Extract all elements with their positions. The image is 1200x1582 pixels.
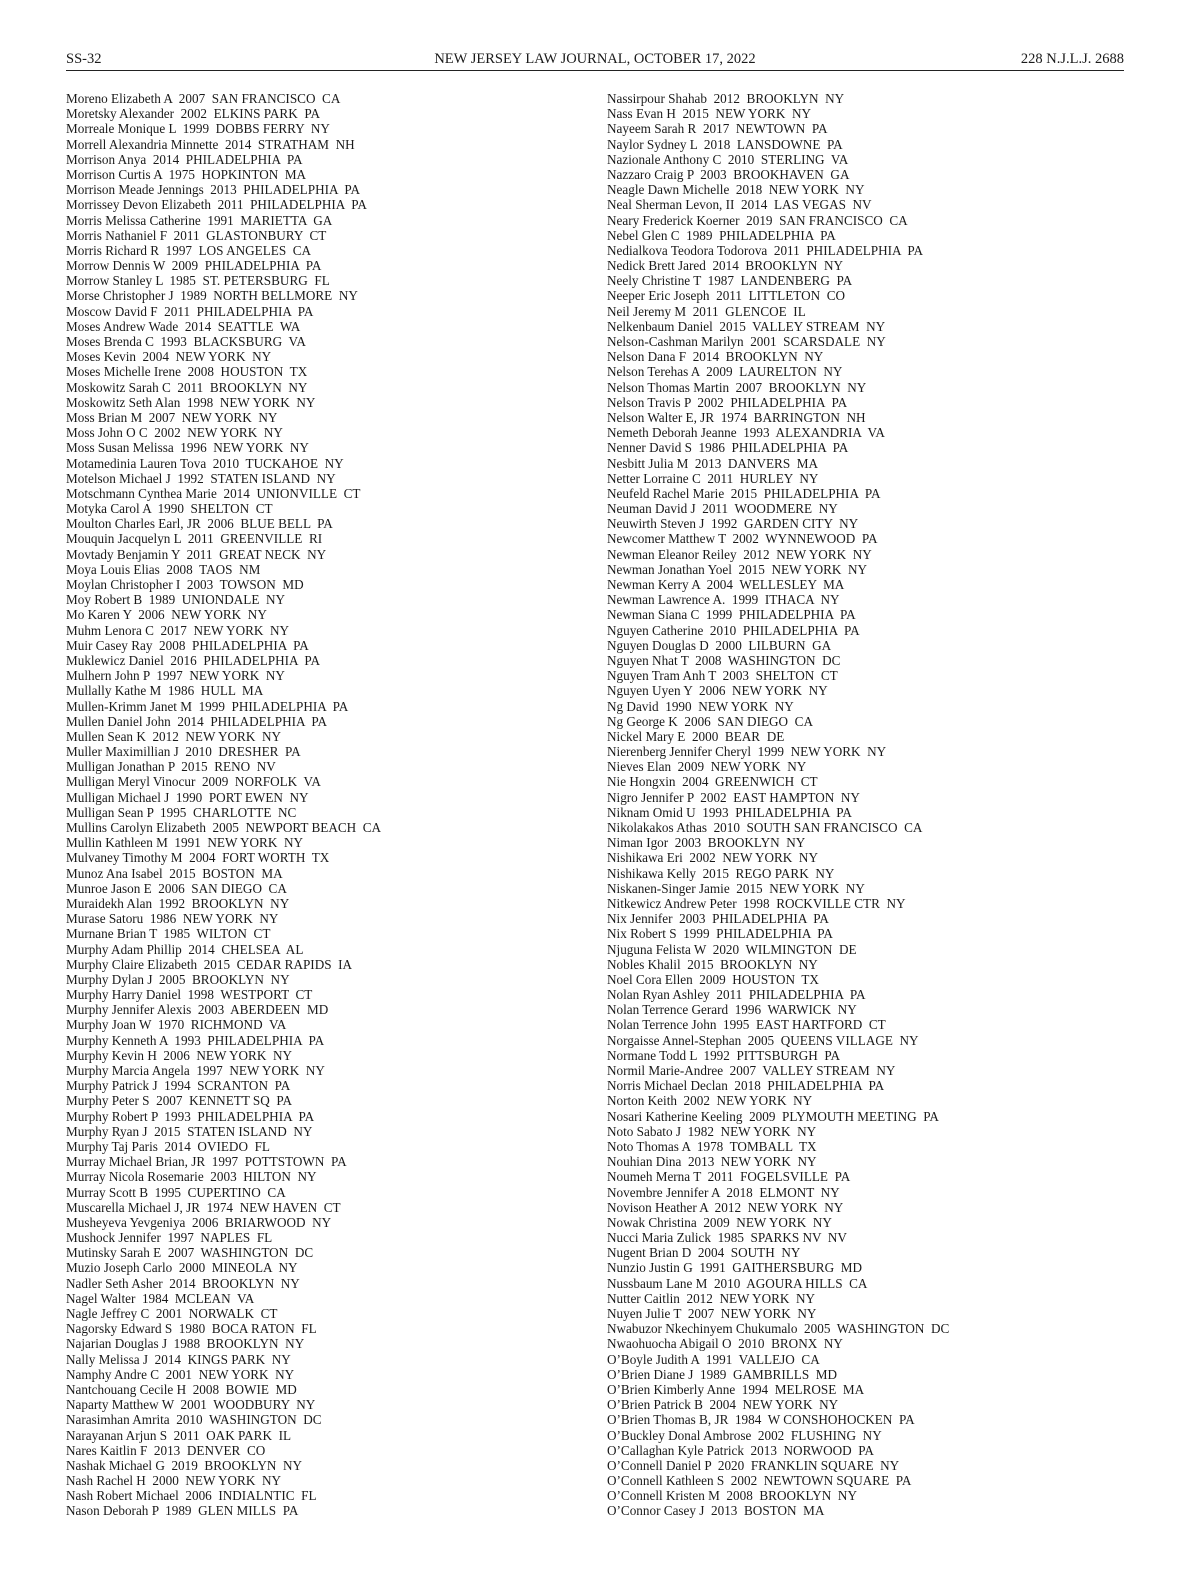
attorney-entry: Najarian Douglas J 1988 BROOKLYN NY [66,1336,305,1352]
attorney-entry: Neeper Eric Joseph 2011 LITTLETON CO [607,288,846,304]
attorney-entry: Neil Jeremy M 2011 GLENCOE IL [607,303,806,319]
attorney-entry: Nelson Travis P 2002 PHILADELPHIA PA [607,394,848,410]
attorney-entry: Muzio Joseph Carlo 2000 MINEOLA NY [66,1260,298,1276]
attorney-entry: Murphy Marcia Angela 1997 NEW YORK NY [66,1063,325,1078]
attorney-entry: Moses Brenda C 1993 BLACKSBURG VA [66,334,306,349]
attorney-entry: Morrow Dennis W 2009 PHILADELPHIA PA [66,258,322,274]
attorney-entry: Nelson Dana F 2014 BROOKLYN NY [607,349,824,365]
attorney-entry: Nass Evan H 2015 NEW YORK NY [607,106,812,122]
attorney-entry: Nussbaum Lane M 2010 AGOURA HILLS CA [607,1275,868,1291]
attorney-entry: Nuyen Julie T 2007 NEW YORK NY [607,1306,817,1321]
attorney-entry: Noto Sabato J 1982 NEW YORK NY [607,1123,817,1139]
attorney-entry: Nie Hongxin 2004 GREENWICH CT [607,774,818,790]
attorney-entry: Moskowitz Sarah C 2011 BROOKLYN NY [66,379,308,395]
attorney-entry: Murnane Brian T 1985 WILTON CT [66,926,271,942]
attorney-entry: Nosari Katherine Keeling 2009 PLYMOUTH MEETING PA [607,1108,939,1124]
attorney-entry: Moylan Christopher I 2003 TOWSON MD [66,577,304,592]
attorney-entry: Mullen Daniel John 2014 PHILADELPHIA PA [66,713,328,729]
attorney-entry: Murray Scott B 1995 CUPERTINO CA [66,1184,286,1200]
attorney-entry: Nobles Khalil 2015 BROOKLYN NY [607,956,818,972]
attorney-entry: Norgaisse Annel-Stephan 2005 QUEENS VILLAGE NY [607,1032,919,1048]
attorney-entry: Nishikawa Eri 2002 NEW YORK NY [607,850,818,866]
attorney-entry: Neuwirth Steven J 1992 GARDEN CITY NY [607,516,859,532]
attorney-entry: Murphy Kenneth A 1993 PHILADELPHIA PA [66,1032,325,1048]
attorney-entry: Neary Frederick Koerner 2019 SAN FRANCISCO CA [607,212,908,228]
attorney-entry: Moses Andrew Wade 2014 SEATTLE WA [66,318,301,334]
attorney-entry: Morris Melissa Catherine 1991 MARIETTA GA [66,212,333,228]
attorney-entry: Motelson Michael J 1992 STATEN ISLAND NY [66,470,336,486]
attorney-entry: Moses Kevin 2004 NEW YORK NY [66,349,272,365]
attorney-entry: O’Connell Daniel P 2020 FRANKLIN SQUARE NY [607,1457,900,1473]
attorney-entry: Nelson-Cashman Marilyn 2001 SCARSDALE NY [607,334,886,349]
attorney-entry: Morrison Meade Jennings 2013 PHILADELPHIA PA [66,182,361,198]
attorney-entry: Mullins Carolyn Elizabeth 2005 NEWPORT BEACH CA [66,820,382,835]
attorney-entry: Nikolakakos Athas 2010 SOUTH SAN FRANCISCO CA [607,820,923,835]
attorney-entry: Muklewicz Daniel 2016 PHILADELPHIA PA [66,652,321,668]
attorney-entry: Mouquin Jacquelyn L 2011 GREENVILLE RI [66,531,323,547]
attorney-entry: Nguyen Catherine 2010 PHILADELPHIA PA [607,622,860,638]
attorney-entry: Narayanan Arjun S 2011 OAK PARK IL [66,1427,292,1443]
attorney-entry: Nguyen Nhat T 2008 WASHINGTON DC [607,652,841,668]
attorney-entry: Nucci Maria Zulick 1985 SPARKS NV NV [607,1230,847,1246]
attorney-entry: Nebel Glen C 1989 PHILADELPHIA PA [607,227,836,243]
attorney-entry: Nedick Brett Jared 2014 BROOKLYN NY [607,258,844,274]
attorney-entry: Naparty Matthew W 2001 WOODBURY NY [66,1397,316,1413]
attorney-entry: Nenner David S 1986 PHILADELPHIA PA [607,440,849,456]
attorney-entry: Normil Marie-Andree 2007 VALLEY STREAM NY [607,1063,896,1078]
attorney-entry: Norris Michael Declan 2018 PHILADELPHIA PA [607,1078,885,1094]
attorney-entry: Mushock Jennifer 1997 NAPLES FL [66,1230,273,1246]
attorney-entry: Niman Igor 2003 BROOKLYN NY [607,835,806,851]
attorney-entry: Moss Brian M 2007 NEW YORK NY [66,409,278,425]
attorney-entry: Morris Richard R 1997 LOS ANGELES CA [66,242,312,258]
attorney-entry: Nemeth Deborah Jeanne 1993 ALEXANDRIA VA [607,425,885,441]
attorney-entry: Newcomer Matthew T 2002 WYNNEWOOD PA [607,531,878,547]
attorney-entry: O’Connor Casey J 2013 BOSTON MA [607,1503,825,1519]
attorney-entry: Neagle Dawn Michelle 2018 NEW YORK NY [607,182,865,198]
attorney-entry: Newman Siana C 1999 PHILADELPHIA PA [607,607,856,623]
right-column-listing [607,91,949,1519]
attorney-entry: Motschmann Cynthea Marie 2014 UNIONVILLE CT [66,485,361,501]
attorney-entry: Newman Eleanor Reiley 2012 NEW YORK NY [607,546,872,562]
attorney-entry: Murphy Jennifer Alexis 2003 ABERDEEN MD [66,1002,329,1018]
attorney-entry: Noumeh Merna T 2011 FOGELSVILLE PA [607,1169,851,1185]
attorney-entry: Moscow David F 2011 PHILADELPHIA PA [66,303,314,319]
attorney-entry: Murphy Robert P 1993 PHILADELPHIA PA [66,1108,315,1124]
attorney-entry: Nash Robert Michael 2006 INDIALNTIC FL [66,1488,317,1504]
attorney-entry: Nigro Jennifer P 2002 EAST HAMPTON NY [607,789,860,805]
attorney-entry: Nickel Mary E 2000 BEAR DE [607,728,785,744]
attorney-entry: Nix Robert S 1999 PHILADELPHIA PA [607,926,833,942]
attorney-entry: Mulhern John P 1997 NEW YORK NY [66,668,285,684]
attorney-entry: Mullen-Krimm Janet M 1999 PHILADELPHIA PA [66,698,349,714]
attorney-entry: Neely Christine T 1987 LANDENBERG PA [607,273,853,289]
attorney-entry: Moy Robert B 1989 UNIONDALE NY [66,592,286,608]
attorney-entry: Narasimhan Amrita 2010 WASHINGTON DC [66,1412,322,1428]
attorney-entry: Nouhian Dina 2013 NEW YORK NY [607,1154,817,1170]
attorney-entry: Muhm Lenora C 2017 NEW YORK NY [66,622,290,638]
attorney-entry: Newman Lawrence A. 1999 ITHACA NY [607,592,840,608]
attorney-entry: Nguyen Douglas D 2000 LILBURN GA [607,637,832,653]
attorney-entry: Mulligan Sean P 1995 CHARLOTTE NC [66,804,297,820]
attorney-entry: Nashak Michael G 2019 BROOKLYN NY [66,1457,303,1473]
attorney-entry: Nares Kaitlin F 2013 DENVER CO [66,1442,266,1458]
attorney-entry: Nason Deborah P 1989 GLEN MILLS PA [66,1503,299,1519]
attorney-entry: Newman Kerry A 2004 WELLESLEY MA [607,577,845,592]
attorney-entry: Moses Michelle Irene 2008 HOUSTON TX [66,364,308,380]
attorney-entry: Nutter Caitlin 2012 NEW YORK NY [607,1290,816,1306]
attorney-entry: Mo Karen Y 2006 NEW YORK NY [66,607,267,623]
attorney-entry: Munoz Ana Isabel 2015 BOSTON MA [66,865,283,881]
attorney-entry: Nassirpour Shahab 2012 BROOKLYN NY [607,91,845,106]
attorney-entry: Nelkenbaum Daniel 2015 VALLEY STREAM NY [607,318,886,334]
attorney-entry: Newman Jonathan Yoel 2015 NEW YORK NY [607,561,868,577]
attorney-entry: Nieves Elan 2009 NEW YORK NY [607,759,807,775]
journal-citation: 228 N.J.L.J. 2688 [1020,51,1124,67]
left-column-listing [66,91,381,1519]
attorney-entry: Musheyeva Yevgeniya 2006 BRIARWOOD NY [66,1214,332,1230]
attorney-entry: Moss Susan Melissa 1996 NEW YORK NY [66,440,309,456]
attorney-entry: O’Brien Diane J 1989 GAMBRILLS MD [607,1366,838,1382]
attorney-entry: Moulton Charles Earl, JR 2006 BLUE BELL PA [66,516,333,532]
attorney-entry: Murase Satoru 1986 NEW YORK NY [66,911,279,927]
attorney-entry: Motamedinia Lauren Tova 2010 TUCKAHOE NY [66,455,344,471]
attorney-entry: Movtady Benjamin Y 2011 GREAT NECK NY [66,546,327,562]
publication-title: NEW JERSEY LAW JOURNAL, OCTOBER 17, 2022 [434,51,756,67]
attorney-entry: Motyka Carol A 1990 SHELTON CT [66,501,273,517]
attorney-entry: O’Brien Patrick B 2004 NEW YORK NY [607,1397,839,1413]
attorney-entry: Normane Todd L 1992 PITTSBURGH PA [607,1047,841,1063]
attorney-entry: Morrissey Devon Elizabeth 2011 PHILADELPHIA PA [66,197,367,213]
attorney-entry: Munroe Jason E 2006 SAN DIEGO CA [66,880,287,896]
attorney-entry: Muller Maximillian J 2010 DRESHER PA [66,744,301,760]
attorney-entry: Noel Cora Ellen 2009 HOUSTON TX [607,971,819,987]
attorney-entry: Njuguna Felista W 2020 WILMINGTON DE [607,941,857,957]
attorney-entry: Nesbitt Julia M 2013 DANVERS MA [607,455,819,471]
attorney-entry: Moskowitz Seth Alan 1998 NEW YORK NY [66,394,316,410]
attorney-entry: Naylor Sydney L 2018 LANSDOWNE PA [607,136,843,152]
page-number: SS-32 [66,51,102,67]
attorney-entry: Murphy Joan W 1970 RICHMOND VA [66,1017,287,1033]
attorney-entry: O’Brien Thomas B, JR 1984 W CONSHOHOCKEN PA [607,1412,915,1428]
attorney-entry: Murphy Harry Daniel 1998 WESTPORT CT [66,987,313,1003]
attorney-entry: Nishikawa Kelly 2015 REGO PARK NY [607,865,835,881]
attorney-entry: Nagel Walter 1984 MCLEAN VA [66,1290,255,1306]
attorney-entry: Murphy Kevin H 2006 NEW YORK NY [66,1047,293,1063]
attorney-entry: O’Connell Kristen M 2008 BROOKLYN NY [607,1488,857,1504]
attorney-entry: Mulligan Meryl Vinocur 2009 NORFOLK VA [66,774,321,790]
attorney-entry: Nwabuzor Nkechinyem Chukumalo 2005 WASHINGTON DC [607,1321,950,1337]
attorney-entry: Novembre Jennifer A 2018 ELMONT NY [607,1184,840,1200]
attorney-entry: Moss John O C 2002 NEW YORK NY [66,425,283,441]
attorney-entry: Morse Christopher J 1989 NORTH BELLMORE NY [66,288,358,304]
attorney-entry: Novison Heather A 2012 NEW YORK NY [607,1199,844,1215]
attorney-entry: Nelson Thomas Martin 2007 BROOKLYN NY [607,379,867,395]
attorney-entry: Nix Jennifer 2003 PHILADELPHIA PA [607,911,829,927]
attorney-entry: Mullen Sean K 2012 NEW YORK NY [66,728,282,744]
attorney-entry: Neufeld Rachel Marie 2015 PHILADELPHIA PA [607,485,881,501]
attorney-entry: Morreale Monique L 1999 DOBBS FERRY NY [66,121,330,137]
attorney-entry: Murray Nicola Rosemarie 2003 HILTON NY [66,1169,317,1185]
attorney-entry: Niknam Omid U 1993 PHILADELPHIA PA [607,804,852,820]
attorney-entry: Morris Nathaniel F 2011 GLASTONBURY CT [66,227,327,243]
attorney-entry: Nierenberg Jennifer Cheryl 1999 NEW YORK NY [607,744,887,760]
attorney-entry: Noto Thomas A 1978 TOMBALL TX [607,1138,817,1154]
attorney-entry: O’Brien Kimberly Anne 1994 MELROSE MA [607,1381,865,1397]
attorney-entry: Moretsky Alexander 2002 ELKINS PARK PA [66,106,320,122]
attorney-entry: Nitkewicz Andrew Peter 1998 ROCKVILLE CTR NY [607,895,906,911]
attorney-entry: Nayeem Sarah R 2017 NEWTOWN PA [607,121,828,137]
attorney-entry: Nagle Jeffrey C 2001 NORWALK CT [66,1306,278,1321]
attorney-entry: Nazzaro Craig P 2003 BROOKHAVEN GA [607,166,850,182]
attorney-entry: Morrell Alexandria Minnette 2014 STRATHAM NH [66,136,355,152]
attorney-entry: Nantchouang Cecile H 2008 BOWIE MD [66,1381,297,1397]
attorney-entry: Norton Keith 2002 NEW YORK NY [607,1093,813,1109]
attorney-entry: Mulvaney Timothy M 2004 FORT WORTH TX [66,850,330,866]
attorney-entry: Morrow Stanley L 1985 ST. PETERSBURG FL [66,273,330,289]
attorney-entry: Ng George K 2006 SAN DIEGO CA [607,713,813,729]
attorney-entry: O’Boyle Judith A 1991 VALLEJO CA [607,1351,820,1367]
attorney-entry: Nwaohuocha Abigail O 2010 BRONX NY [607,1336,843,1352]
attorney-entry: Nash Rachel H 2000 NEW YORK NY [66,1473,281,1489]
attorney-entry: Niskanen-Singer Jamie 2015 NEW YORK NY [607,880,865,896]
attorney-entry: Neuman David J 2011 WOODMERE NY [607,501,838,517]
attorney-entry: Nolan Terrence Gerard 1996 WARWICK NY [607,1002,857,1018]
attorney-entry: Nally Melissa J 2014 KINGS PARK NY [66,1351,291,1367]
attorney-entry: Moya Louis Elias 2008 TAOS NM [66,561,261,577]
attorney-entry: Nolan Terrence John 1995 EAST HARTFORD CT [607,1017,886,1033]
attorney-entry: Murphy Patrick J 1994 SCRANTON PA [66,1078,291,1094]
attorney-entry: Mulligan Michael J 1990 PORT EWEN NY [66,789,309,805]
attorney-entry: Murphy Dylan J 2005 BROOKLYN NY [66,971,290,987]
attorney-entry: O’Callaghan Kyle Patrick 2013 NORWOOD PA [607,1442,874,1458]
attorney-entry: Namphy Andre C 2001 NEW YORK NY [66,1366,295,1382]
attorney-entry: Nguyen Tram Anh T 2003 SHELTON CT [607,668,838,684]
attorney-entry: Muraidekh Alan 1992 BROOKLYN NY [66,895,290,911]
attorney-entry: Muscarella Michael J, JR 1974 NEW HAVEN CT [66,1199,341,1215]
attorney-entry: Morrison Anya 2014 PHILADELPHIA PA [66,151,303,167]
attorney-entry: Muir Casey Ray 2008 PHILADELPHIA PA [66,637,309,653]
attorney-entry: Nagorsky Edward S 1980 BOCA RATON FL [66,1321,317,1337]
attorney-entry: O’Buckley Donal Ambrose 2002 FLUSHING NY [607,1427,882,1443]
attorney-entry: Murray Michael Brian, JR 1997 POTTSTOWN PA [66,1154,347,1170]
attorney-entry: Mullin Kathleen M 1991 NEW YORK NY [66,835,303,851]
page-header [66,50,1124,71]
attorney-entry: Ng David 1990 NEW YORK NY [607,698,794,714]
attorney-entry: Neal Sherman Levon, II 2014 LAS VEGAS NV [607,197,872,213]
attorney-entry: Nguyen Uyen Y 2006 NEW YORK NY [607,683,828,699]
attorney-entry: Morrison Curtis A 1975 HOPKINTON MA [66,166,307,182]
attorney-entry: Nelson Terehas A 2009 LAURELTON NY [607,364,843,380]
attorney-entry: Nelson Walter E, JR 1974 BARRINGTON NH [607,409,866,425]
attorney-entry: Moreno Elizabeth A 2007 SAN FRANCISCO CA [66,91,341,106]
attorney-entry: Nedialkova Teodora Todorova 2011 PHILADELPHIA PA [607,242,924,258]
attorney-entry: Nowak Christina 2009 NEW YORK NY [607,1214,832,1230]
attorney-entry: Nunzio Justin G 1991 GAITHERSBURG MD [607,1260,862,1276]
attorney-entry: Murphy Peter S 2007 KENNETT SQ PA [66,1093,293,1109]
attorney-entry: Nadler Seth Asher 2014 BROOKLYN NY [66,1275,300,1291]
attorney-entry: Nazionale Anthony C 2010 STERLING VA [607,151,849,167]
attorney-entry: Murphy Claire Elizabeth 2015 CEDAR RAPIDS IA [66,956,353,972]
attorney-entry: Murphy Adam Phillip 2014 CHELSEA AL [66,941,304,957]
attorney-entry: Mullally Kathe M 1986 HULL MA [66,683,264,699]
attorney-entry: Mulligan Jonathan P 2015 RENO NV [66,759,276,775]
attorney-entry: Mutinsky Sarah E 2007 WASHINGTON DC [66,1245,314,1261]
attorney-entry: Nolan Ryan Ashley 2011 PHILADELPHIA PA [607,987,866,1003]
attorney-entry: Murphy Ryan J 2015 STATEN ISLAND NY [66,1123,313,1139]
attorney-entry: O’Connell Kathleen S 2002 NEWTOWN SQUARE PA [607,1473,912,1489]
attorney-entry: Netter Lorraine C 2011 HURLEY NY [607,470,819,486]
attorney-entry: Nugent Brian D 2004 SOUTH NY [607,1245,801,1261]
attorney-entry: Murphy Taj Paris 2014 OVIEDO FL [66,1138,270,1154]
